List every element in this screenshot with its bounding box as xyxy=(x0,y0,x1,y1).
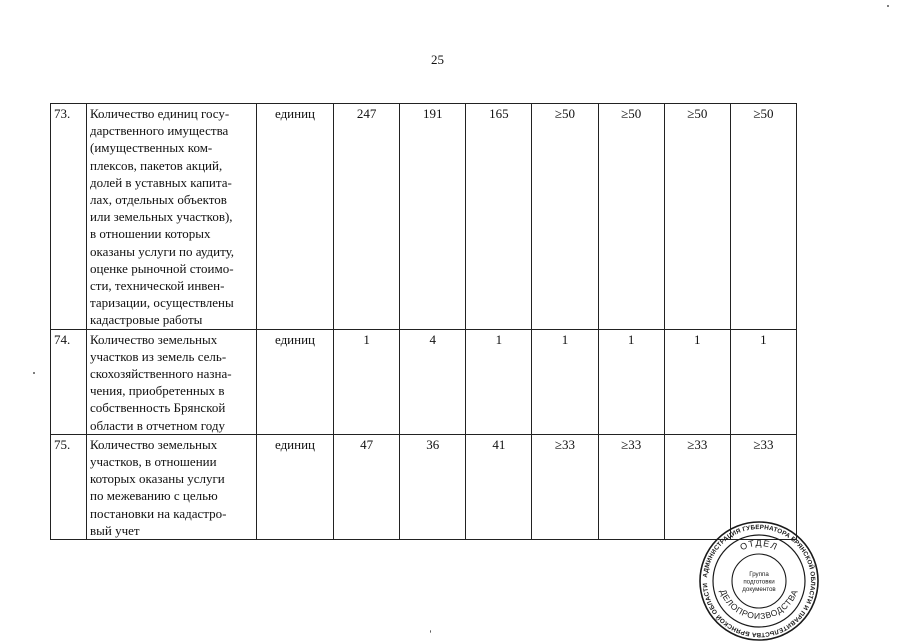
description-line: Количество земельных xyxy=(90,436,218,452)
official-stamp xyxy=(698,520,820,642)
value-cell: ≥33 xyxy=(532,434,598,539)
value-cell: ≥33 xyxy=(664,434,730,539)
description-line: собственность Брянской xyxy=(90,400,226,416)
value-cell: ≥50 xyxy=(598,104,664,330)
description-line: скохозяйственного назна- xyxy=(90,366,232,382)
value-cell: 247 xyxy=(334,104,400,330)
description-line: участков, в отношении xyxy=(90,454,217,470)
description-line: кадастровые работы xyxy=(90,312,203,328)
value-cell: 1 xyxy=(532,329,598,434)
stamp-dept-bottom: ДЕЛОПРОИЗВОДСТВА xyxy=(718,587,800,622)
description-line: плексов, пакетов акций, xyxy=(90,157,223,173)
value-cell: ≥33 xyxy=(598,434,664,539)
value-cell: 191 xyxy=(400,104,466,330)
page-number: 25 xyxy=(431,52,444,67)
scan-speck xyxy=(887,5,889,7)
unit-cell: единиц xyxy=(257,329,334,434)
value-cell: 1 xyxy=(598,329,664,434)
value-cell: 4 xyxy=(400,329,466,434)
value-cell: 165 xyxy=(466,104,532,330)
indicators-table xyxy=(50,103,797,540)
value-cell: 1 xyxy=(730,329,796,434)
description-line: или земельных участков), xyxy=(90,209,233,225)
description-line: Количество единиц госу- xyxy=(90,106,230,121)
description-line: области в отчетном году xyxy=(90,417,226,433)
value-cell: 1 xyxy=(664,329,730,434)
value-cell: ≥50 xyxy=(730,104,796,330)
stamp-dept-top: ОТДЕЛ xyxy=(738,537,780,553)
description-line: которых оказаны услуги xyxy=(90,471,225,487)
description-line: лах, отдельных объектов xyxy=(90,192,227,208)
row-description xyxy=(87,329,257,434)
unit-cell: единиц xyxy=(257,434,334,539)
value-cell: 47 xyxy=(334,434,400,539)
description-line: (имущественных ком- xyxy=(90,140,213,156)
table-row xyxy=(51,434,797,539)
value-cell: ≥33 xyxy=(730,434,796,539)
stamp-center-line: документов xyxy=(742,586,776,593)
unit-cell: единиц xyxy=(257,104,334,330)
description-line: участков из земель сель- xyxy=(90,348,227,364)
row-description xyxy=(87,104,257,330)
row-number: 73. xyxy=(51,104,87,330)
description-line: дарственного имущества xyxy=(90,123,229,139)
scan-speck xyxy=(33,372,35,374)
row-number: 75. xyxy=(51,434,87,539)
row-description xyxy=(87,434,257,539)
value-cell: 1 xyxy=(466,329,532,434)
value-cell: 41 xyxy=(466,434,532,539)
value-cell: 36 xyxy=(400,434,466,539)
value-cell: ≥50 xyxy=(532,104,598,330)
table-row xyxy=(51,104,797,330)
description-line: Количество земельных xyxy=(90,331,218,347)
description-line: оказаны услуги по аудиту, xyxy=(90,243,235,259)
description-line: долей в уставных капита- xyxy=(90,174,232,190)
value-cell: ≥50 xyxy=(664,104,730,330)
description-line: оценке рыночной стоимо- xyxy=(90,260,234,276)
stamp-center-line: подготовки xyxy=(743,578,775,586)
svg-text:ОТДЕЛ xyxy=(738,538,779,552)
description-line: сти, технической инвен- xyxy=(90,278,225,294)
description-line: таризации, осуществлены xyxy=(90,295,234,311)
scan-speck xyxy=(430,630,431,633)
table-row xyxy=(51,329,797,434)
description-line: чения, приобретенных в xyxy=(90,383,225,399)
row-number: 74. xyxy=(51,329,87,434)
value-cell: 1 xyxy=(334,329,400,434)
description-line: по межеванию с целью xyxy=(90,488,218,504)
stamp-center-line: Группа xyxy=(749,571,769,578)
stamp-outer-text: АДМИНИСТРАЦИЯ ГУБЕРНАТОРА БРЯНСКОЙ ОБЛАСТИ И ПРАВИТЕЛЬСТВА БРЯНСКОЙ ОБЛАСТИ xyxy=(701,523,817,639)
description-line: постановки на кадастро- xyxy=(90,505,227,521)
description-line: вый учет xyxy=(90,522,140,538)
description-line: в отношении которых xyxy=(90,226,211,242)
